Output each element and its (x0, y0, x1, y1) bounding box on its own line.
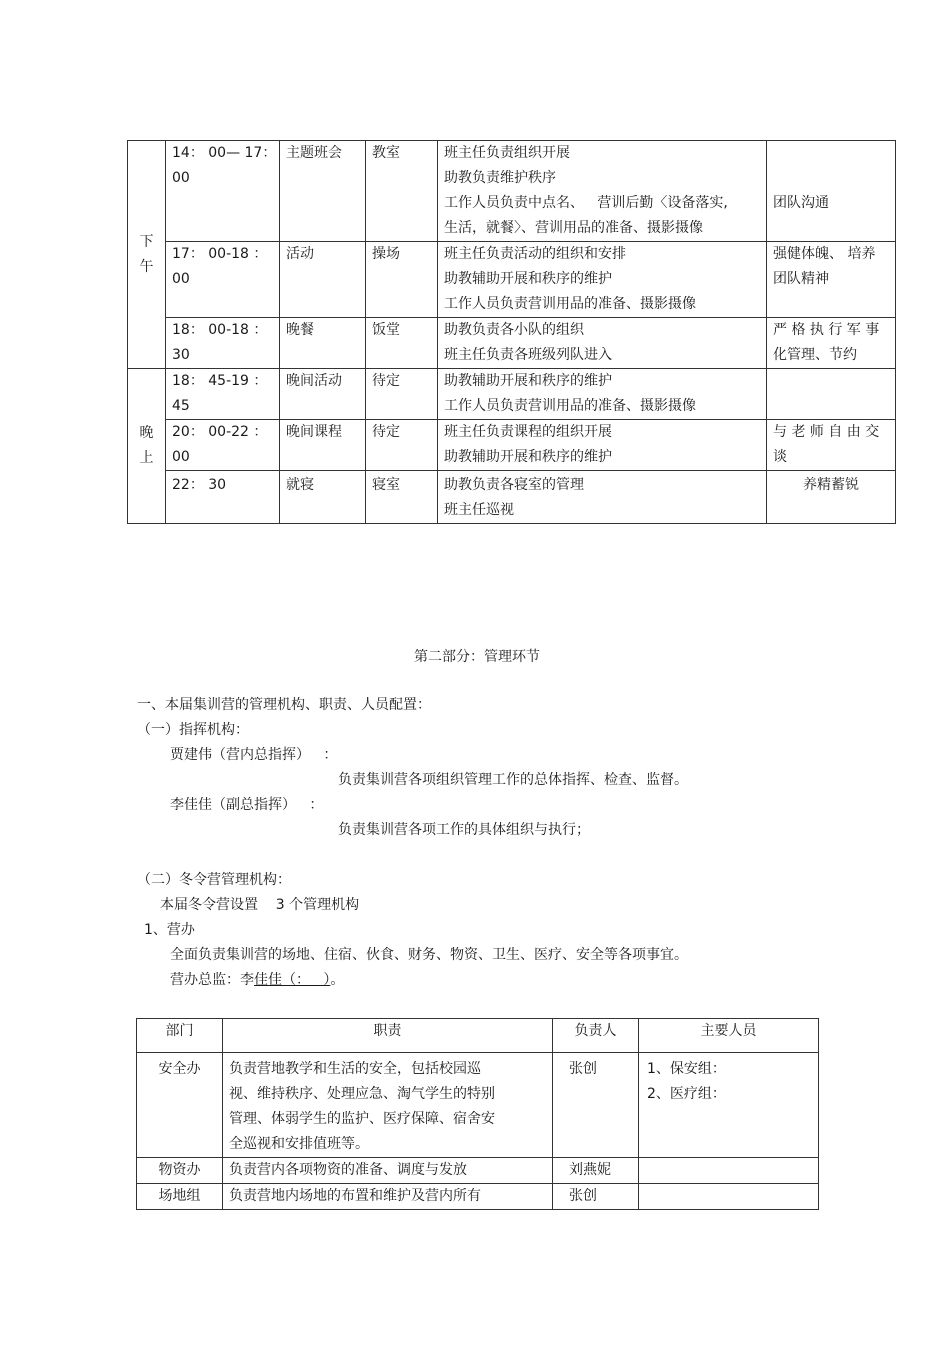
schedule-row (128, 318, 896, 369)
place-cell: 饭堂 (366, 318, 438, 369)
tasks-cell: 班主任负责活动的组织和安排 助教辅助开展和秩序的维护 工作人员负责营训用品的准备、摄影摄像 (438, 242, 767, 318)
tasks-cell: 助教辅助开展和秩序的维护 工作人员负责营训用品的准备、摄影摄像 (438, 369, 767, 420)
table-row (137, 1184, 819, 1210)
schedule-table (127, 140, 896, 524)
schedule-row (128, 242, 896, 318)
director-line: 营办总监：李佳佳（： ）。 (170, 972, 345, 988)
activity-cell: 晚餐 (280, 318, 366, 369)
period-afternoon: 下 午 (128, 141, 166, 369)
place-cell: 教室 (366, 141, 438, 242)
staff-cell: 1、保安组： 2、医疗组： (639, 1053, 819, 1158)
lead-cell: 刘燕妮 (553, 1158, 639, 1184)
part2-title: 第二部分：管理环节 (414, 649, 540, 665)
goal-cell (767, 369, 896, 420)
goal-cell: 与 老 师 自 由 交 谈 (767, 420, 896, 471)
dept-cell: 场地组 (137, 1184, 223, 1210)
goal-cell: 养精蓄锐 (767, 471, 896, 524)
department-table (136, 1018, 819, 1210)
time-cell: 22： 30 (166, 471, 280, 524)
schedule-row (128, 141, 896, 242)
lead-cell: 张创 (553, 1053, 639, 1158)
goal-cell: 严 格 执 行 军 事 化管理、节约 (767, 318, 896, 369)
place-cell: 操场 (366, 242, 438, 318)
staff-cell (639, 1158, 819, 1184)
place-cell: 待定 (366, 420, 438, 471)
tasks-cell: 班主任负责组织开展 助教负责维护秩序 工作人员负责中点名、 营训后勤〈设备落实, 生活，就餐〉、营训用品的准备、摄影摄像 (438, 141, 767, 242)
time-cell: 17： 00-18 ： 00 (166, 242, 280, 318)
goal-cell: 强健体魄、 培养 团队精神 (767, 242, 896, 318)
staff-cell (639, 1184, 819, 1210)
table-row (137, 1053, 819, 1158)
tasks-cell: 班主任负责课程的组织开展 助教辅助开展和秩序的维护 (438, 420, 767, 471)
sub2-heading: （二）冬令营管理机构： (137, 872, 291, 888)
header-staff: 主要人员 (639, 1019, 819, 1053)
time-cell: 20： 00-22 ： 00 (166, 420, 280, 471)
header-lead: 负责人 (553, 1019, 639, 1053)
sub2-description: 本届冬令营设置 3 个管理机构 (160, 897, 360, 913)
place-cell: 寝室 (366, 471, 438, 524)
schedule-row (128, 420, 896, 471)
duty-cell: 负责营地教学和生活的安全，包括校园巡 视、维持秩序、处理应急、淘气学生的特别 管理、体弱学生的监护、医疗保障、宿舍安 全巡视和安排值班等。 (223, 1053, 553, 1158)
goal-cell: 团队沟通 (767, 141, 896, 242)
schedule-row (128, 369, 896, 420)
duty-cell: 负责营地内场地的布置和维护及营内所有 (223, 1184, 553, 1210)
time-cell: 18： 00-18 ： 30 (166, 318, 280, 369)
dept-cell: 安全办 (137, 1053, 223, 1158)
activity-cell: 晚间课程 (280, 420, 366, 471)
place-cell: 待定 (366, 369, 438, 420)
schedule-row (128, 471, 896, 524)
activity-cell: 活动 (280, 242, 366, 318)
duty-cell: 负责营内各项物资的准备、调度与发放 (223, 1158, 553, 1184)
activity-cell: 就寝 (280, 471, 366, 524)
tasks-cell: 助教负责各小队的组织 班主任负责各班级列队进入 (438, 318, 767, 369)
dept-cell: 物资办 (137, 1158, 223, 1184)
header-duty: 职责 (223, 1019, 553, 1053)
deputy-duty: 负责集训营各项工作的具体组织与执行； (338, 822, 590, 838)
activity-cell: 主题班会 (280, 141, 366, 242)
sub1-heading: （一）指挥机构： (137, 722, 249, 738)
item1-description: 全面负责集训营的场地、住宿、伙食、财务、物资、卫生、医疗、安全等各项事宜。 (170, 947, 688, 963)
deputy-commander: 李佳佳（副总指挥） ： (170, 797, 324, 813)
table-row (137, 1158, 819, 1184)
time-cell: 14： 00— 17： 00 (166, 141, 280, 242)
item1-heading: 1、营办 (144, 922, 195, 938)
period-evening: 晚 上 (128, 369, 166, 524)
table-header-row (137, 1019, 819, 1053)
section1-heading: 一、本届集训营的管理机构、职责、人员配置： (137, 697, 431, 713)
time-cell: 18： 45-19 ： 45 (166, 369, 280, 420)
lead-cell: 张创 (553, 1184, 639, 1210)
chief-commander: 贾建伟（营内总指挥） ： (170, 747, 338, 763)
header-dept: 部门 (137, 1019, 223, 1053)
activity-cell: 晚间活动 (280, 369, 366, 420)
tasks-cell: 助教负责各寝室的管理 班主任巡视 (438, 471, 767, 524)
chief-duty: 负责集训营各项组织管理工作的总体指挥、检查、监督。 (338, 772, 688, 788)
